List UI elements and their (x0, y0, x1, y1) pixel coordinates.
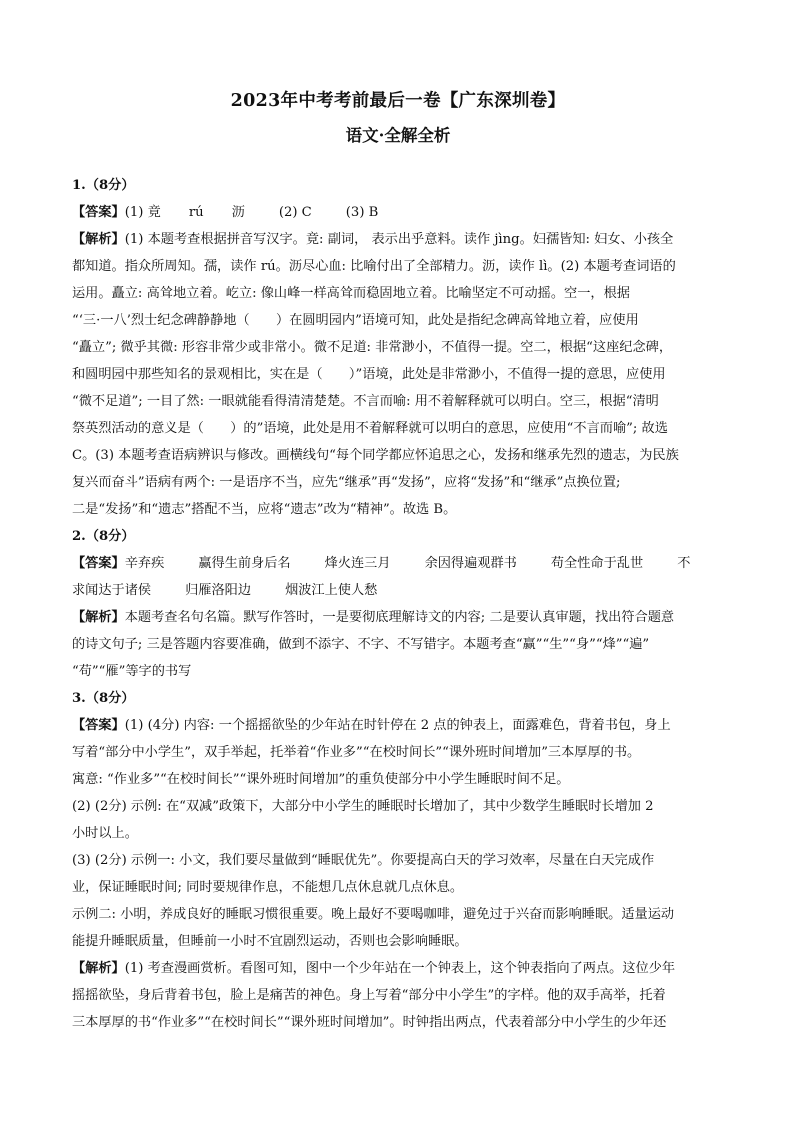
answer-line: 小时以上。 (72, 826, 138, 841)
answer-tag: 【答案】 (72, 556, 125, 571)
question-1-analysis (72, 226, 724, 523)
question-3-answer (72, 712, 724, 955)
analysis-line: 都知道。指众所周知。孺，读作 rú。沥尽心血: 比喻付出了全部精力。沥，读作 lì。(2) 本题考查词语的 (72, 259, 676, 274)
answer-line: 寓意: “作业多”“在校时间长”“课外班时间增加”的重负使部分中小学生睡眠时间不足。 (72, 772, 570, 787)
analysis-line: “矗立”; 微乎其微: 形容非常少或非常小。微不足道: 非常渺小，不值得一提。空二，根据“这座纪念碑， (72, 340, 673, 355)
analysis-tag: 【解析】 (72, 961, 125, 976)
question-2-analysis (72, 604, 724, 685)
analysis-tag: 【解析】 (72, 610, 125, 625)
document-subtitle: 语文·全解全析 (345, 126, 451, 145)
analysis-line: 【解析】(1) 考查漫画赏析。看图可知，图中一个少年站在一个钟表上，这个钟表指向了两点。这位少年 (72, 961, 676, 976)
answer-line: (2) (2分) 示例: 在“双减”政策下，大部分中小学生的睡眠时长增加了，其中少数学生睡眠时长增加 2 (72, 799, 654, 814)
question-2-heading: 2.（8分） (72, 529, 135, 544)
analysis-line: 运用。矗立: 高耸地立着。屹立: 像山峰一样高耸而稳固地立着。比喻坚定不可动摇。空一，根据 (72, 286, 630, 301)
question-1-answer: 【答案】(1) 竟 rú 沥 (2) C (3) B (72, 205, 379, 220)
question-3-heading: 3.（8分） (72, 691, 135, 706)
analysis-line: “微不足道”; 一目了然: 一眼就能看得清清楚楚。不言而喻: 用不着解释就可以明白。空三，根据“清明 (72, 394, 659, 409)
answer-line: 示例二: 小明，养成良好的睡眠习惯很重要。晚上最好不要喝咖啡，避免过于兴奋而影响睡眠。适量运动 (72, 907, 675, 922)
answer-line: 【答案】辛弃疾 赢得生前身后名 烽火连三月 余因得遍观群书 苟全性命于乱世 不 (72, 556, 691, 571)
analysis-line: 的诗文句子; 三是答题内容要准确，做到不添字、不字、不写错字。本题考查“赢”“生”“身”“烽”“遍” (72, 637, 650, 652)
document-title: 2023年中考考前最后一卷【广东深圳卷】 (230, 91, 566, 111)
analysis-line: 祭英烈活动的意义是（ ）的”语境，此处是用不着解释就可以明白的意思，应使用“不言而喻”; 故选 (72, 421, 668, 436)
analysis-line: 【解析】本题考查名句名篇。默写作答时，一是要彻底理解诗文的内容; 二是要认真审题，找出符合题意 (72, 610, 675, 625)
answer-line: 能提升睡眠质量，但睡前一小时不宜剧烈运动，否则也会影响睡眠。 (72, 934, 468, 949)
analysis-line: 和圆明园中那些知名的景观相比，实在是（ ）”语境，此处是非常渺小，不值得一提的意思，应使用 (72, 367, 666, 382)
answer-line: 求闻达于诸侯 归雁洛阳边 烟波江上使人愁 (72, 583, 378, 598)
analysis-line: 【解析】(1) 本题考查根据拼音写汉字。竟: 副词， 表示出乎意料。读作 jìng。妇孺皆知: 妇女、小孩全 (72, 232, 674, 247)
answer-line: 【答案】(1) (4分) 内容: 一个摇摇欲坠的少年站在时针停在 2 点的钟表上，面露难色，背着书包，身上 (72, 718, 671, 733)
analysis-line: 二是“发扬”和“遗志”搭配不当，应将“遗志”改为“精神”。故选 B。 (72, 502, 457, 517)
analysis-line: 三本厚厚的书“作业多”“在校时间长”“课外班时间增加”。时钟指出两点，代表着部分中小学生的少年还 (72, 1015, 667, 1030)
answer-line: 业，保证睡眠时间; 同时要规律作息，不能想几点休息就几点休息。 (72, 880, 464, 895)
analysis-line: “苟”“雁”等字的书写 (72, 664, 192, 679)
analysis-line: 摇摇欲坠，身后背着书包，脸上是痛苦的神色。身上写着“部分中小学生”的字样。他的双手高举，托着 (72, 988, 666, 1003)
answer-tag: 【答案】 (72, 205, 125, 220)
answer-line: (3) (2分) 示例一: 小文，我们要尽量做到“睡眠优先”。你要提高白天的学习效率，尽量在白天完成作 (72, 853, 655, 868)
analysis-line: “‘三·一八’烈士纪念碑静静地（ ）在圆明园内”语境可知，此处是指纪念碑高耸地立着，应使用 (72, 313, 639, 328)
question-1-heading: 1.（8分） (72, 178, 135, 193)
analysis-line: C。(3) 本题考查语病辨识与修改。画横线句“每个同学都应怀追思之心，发扬和继承先烈的遗志，为民族 (72, 448, 679, 463)
question-3-analysis (72, 955, 724, 1036)
analysis-tag: 【解析】 (72, 232, 125, 247)
answer-tag: 【答案】 (72, 718, 125, 733)
analysis-line: 复兴而奋斗”语病有两个: 一是语序不当，应先“继承”再“发扬”，应将“发扬”和“继承”点换位置; (72, 475, 621, 490)
answer-line: 写着“部分中小学生”，双手举起，托举着“作业多”“在校时间长”“课外班时间增加”三本厚厚的书。 (72, 745, 641, 760)
question-2-answer (72, 550, 724, 604)
